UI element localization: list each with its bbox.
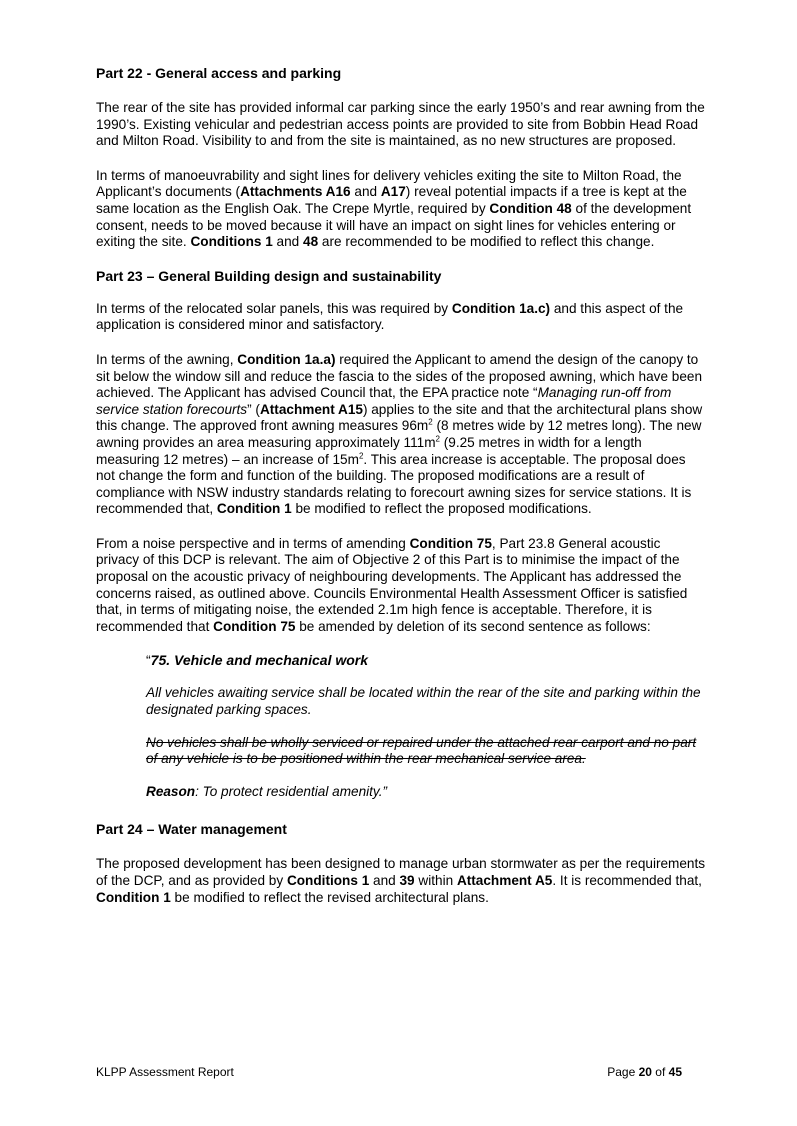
condition-75-quote <box>146 651 706 800</box>
condition-75-deleted-sentence: No vehicles shall be wholly serviced or repaired under the attached rear carport and no part of any vehicle is to be positioned within the rear mechanical service area. <box>146 734 697 767</box>
part22-heading: Part 22 - General access and parking <box>96 65 342 81</box>
condition-75-title: “75. Vehicle and mechanical work <box>146 652 369 669</box>
footer-page-number: Page 20 of 45 <box>607 1065 682 1079</box>
part22-paragraph-1: The rear of the site has provided informal car parking since the early 1950’s and rear awning from the 1990’s. Existing vehicular and pedestrian access points are provided to site from Bobbin Head Road and Milton Road. Visibility to and from the site is maintained, as no new structures are proposed. <box>96 100 705 149</box>
part23-paragraph-3: From a noise perspective and in terms of amending Condition 75, Part 23.8 General acoustic privacy of this DCP is relevant. The aim of Objective 2 of this Part is to minimise the impact of the proposal on the acoustic privacy of neighbouring developments. The Applicant has addressed the concerns raised, as outlined above. Councils Environmental Health Assessment Officer is satisfied that, in terms of mitigating noise, the extended 2.1m high fence is acceptable. Therefore, it is recommended that Condition 75 be amended by deletion of its second sentence as follows: <box>96 535 688 634</box>
condition-75-paragraph: All vehicles awaiting service shall be located within the rear of the site and parking within the designated parking spaces. <box>146 685 701 718</box>
footer-report-title: KLPP Assessment Report <box>96 1065 234 1079</box>
document-page <box>96 64 706 906</box>
part22-paragraph-2: In terms of manoeuvrability and sight lines for delivery vehicles exiting the site to Milton Road, the Applicant’s documents (Attachments A16 and A17) reveal potential impacts if a tree is kept at the same location as the English Oak. The Crepe Myrtle, required by Condition 48 of the development consent, needs to be moved because it will have an impact on sight lines for vehicles entering or exiting the site. Conditions 1 and 48 are recommended to be modified to reflect this change. <box>96 167 692 250</box>
part23-heading: Part 23 – General Building design and sustainability <box>96 267 442 284</box>
part24-paragraph-1: The proposed development has been designed to manage urban stormwater as per the requirements of the DCP, and as provided by Conditions 1 and 39 within Attachment A5. It is recommended that, Condition 1 be modified to reflect the revised architectural plans. <box>96 856 706 905</box>
part23-paragraph-2: In terms of the awning, Condition 1a.a) required the Applicant to amend the design of the canopy to sit below the window sill and reduce the fascia to the sides of the proposed awning, which have been achieved. The Applicant has advised Council that, the EPA practice note “Managing run-off from service station forecourts” (Attachment A15) applies to the site and that the architectural plans show this change. The approved front awning measures $96m^2$ (8 metres wide by 12 metres long). The new awning provides an area measuring approximately $111m^2$ (9.25 metres in width for a length measuring 12 metres) – an increase of $15m^2$. This area increase is acceptable. The proposal does not change the form and function of the building. The proposed modifications are a result of compliance with NSW industry standards relating to forecourt awning sizes for service stations. It is recommended that, Condition 1 be modified to reflect the proposed modifications. <box>96 351 703 517</box>
condition-75-reason: Reason: To protect residential amenity.” <box>146 783 388 799</box>
part23-paragraph-1: In terms of the relocated solar panels, this was required by Condition 1a.c) and this aspect of the application is considered minor and satisfactory. <box>96 300 684 333</box>
part24-heading: Part 24 – Water management <box>96 821 287 838</box>
page-footer <box>96 1065 682 1079</box>
